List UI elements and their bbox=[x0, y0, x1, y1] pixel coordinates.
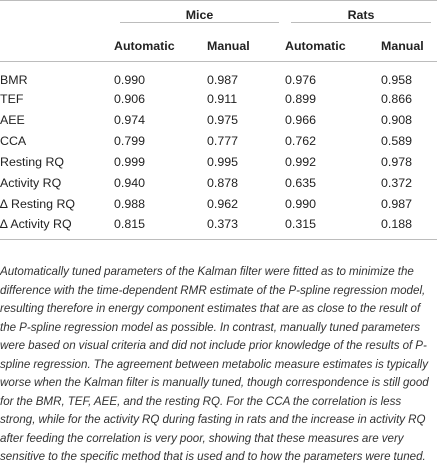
group-header-mice-label: Mice bbox=[185, 8, 214, 22]
table-cell: 0.635 bbox=[285, 176, 317, 190]
table-row bbox=[0, 152, 437, 173]
table-row bbox=[0, 194, 437, 215]
table-cell: 0.940 bbox=[114, 176, 146, 190]
row-label: ∆ Activity RQ bbox=[0, 216, 72, 231]
table-cell: 0.878 bbox=[207, 176, 239, 190]
table-cell: 0.908 bbox=[381, 113, 413, 127]
empty-header-cell bbox=[0, 30, 114, 62]
table-cell: 0.987 bbox=[207, 72, 239, 87]
group-underline bbox=[120, 22, 279, 23]
table-cell: 0.990 bbox=[114, 72, 146, 87]
group-header-row bbox=[0, 1, 437, 31]
table-cell: 0.866 bbox=[381, 92, 413, 106]
row-label: BMR bbox=[0, 72, 28, 87]
table-cell: 0.906 bbox=[114, 92, 146, 106]
empty-header-cell bbox=[0, 1, 114, 31]
table-row bbox=[0, 89, 437, 110]
table-cell: 0.975 bbox=[207, 113, 239, 127]
table-cell: 0.315 bbox=[285, 216, 317, 231]
group-header-rats bbox=[285, 1, 437, 31]
table-cell: 0.999 bbox=[114, 155, 146, 169]
table-cell: 0.762 bbox=[285, 134, 317, 148]
table-cell: 0.899 bbox=[285, 92, 317, 106]
table-cell: 0.373 bbox=[207, 216, 239, 231]
column-header: Automatic bbox=[285, 38, 346, 53]
column-header: Manual bbox=[207, 38, 250, 53]
table-cell: 0.992 bbox=[285, 155, 317, 169]
table-row bbox=[0, 62, 437, 89]
table-cell: 0.815 bbox=[114, 216, 146, 231]
table-cell: 0.188 bbox=[381, 216, 413, 231]
table-cell: 0.372 bbox=[381, 176, 413, 190]
row-label: Activity RQ bbox=[0, 176, 62, 190]
column-header: Automatic bbox=[114, 38, 175, 53]
row-label: CCA bbox=[0, 134, 27, 148]
table-cell: 0.589 bbox=[381, 134, 413, 148]
table-cell: 0.958 bbox=[381, 72, 413, 87]
table-cell: 0.990 bbox=[285, 197, 317, 211]
table-cell: 0.988 bbox=[114, 197, 146, 211]
table-cell: 0.966 bbox=[285, 113, 317, 127]
table-cell: 0.987 bbox=[381, 197, 413, 211]
column-header: Manual bbox=[381, 38, 424, 53]
table-row bbox=[0, 131, 437, 152]
table-cell: 0.976 bbox=[285, 72, 317, 87]
group-underline bbox=[291, 22, 431, 23]
table-cell: 0.974 bbox=[114, 113, 146, 127]
table-footnote: Automatically tuned parameters of the Kalman filter were fitted as to minimize the difference with the time-dependent RMR estimate of the P-spline regression model, resulting therefore in energy component estimates that are as close to the result of the P-spline regression model as possible. In contrast, manually tuned parameters were based on visual criteria and did not include prior knowledge of the results of P-spline regression. The agreement between metabolic measure estimates is typically worse when the Kalman filter is manually tuned, though correspondence is still good for the BMR, TEF, AEE, and the resting RQ. For the CCA the correlation is less strong, while for the activity RQ during fasting in rats and the increase in activity RQ after feeding the correlation is very poor, showing that these measures are very sensitive to the specific method that is used and to how the parameters were tuned. bbox=[0, 265, 429, 463]
table-row bbox=[0, 173, 437, 194]
table-cell: 0.911 bbox=[207, 92, 238, 106]
table-row bbox=[0, 215, 437, 240]
table-cell: 0.978 bbox=[381, 155, 413, 169]
row-label: TEF bbox=[0, 92, 24, 106]
table-cell: 0.777 bbox=[207, 134, 239, 148]
row-label: Resting RQ bbox=[0, 155, 65, 169]
row-label: ∆ Resting RQ bbox=[0, 197, 76, 211]
group-header-mice bbox=[114, 1, 285, 31]
group-header-rats-label: Rats bbox=[347, 8, 375, 22]
sub-header-row bbox=[0, 30, 437, 62]
table-cell: 0.799 bbox=[114, 134, 146, 148]
row-label: AEE bbox=[0, 113, 25, 127]
table-row bbox=[0, 110, 437, 131]
table-cell: 0.962 bbox=[207, 197, 239, 211]
table-cell: 0.995 bbox=[207, 155, 239, 169]
